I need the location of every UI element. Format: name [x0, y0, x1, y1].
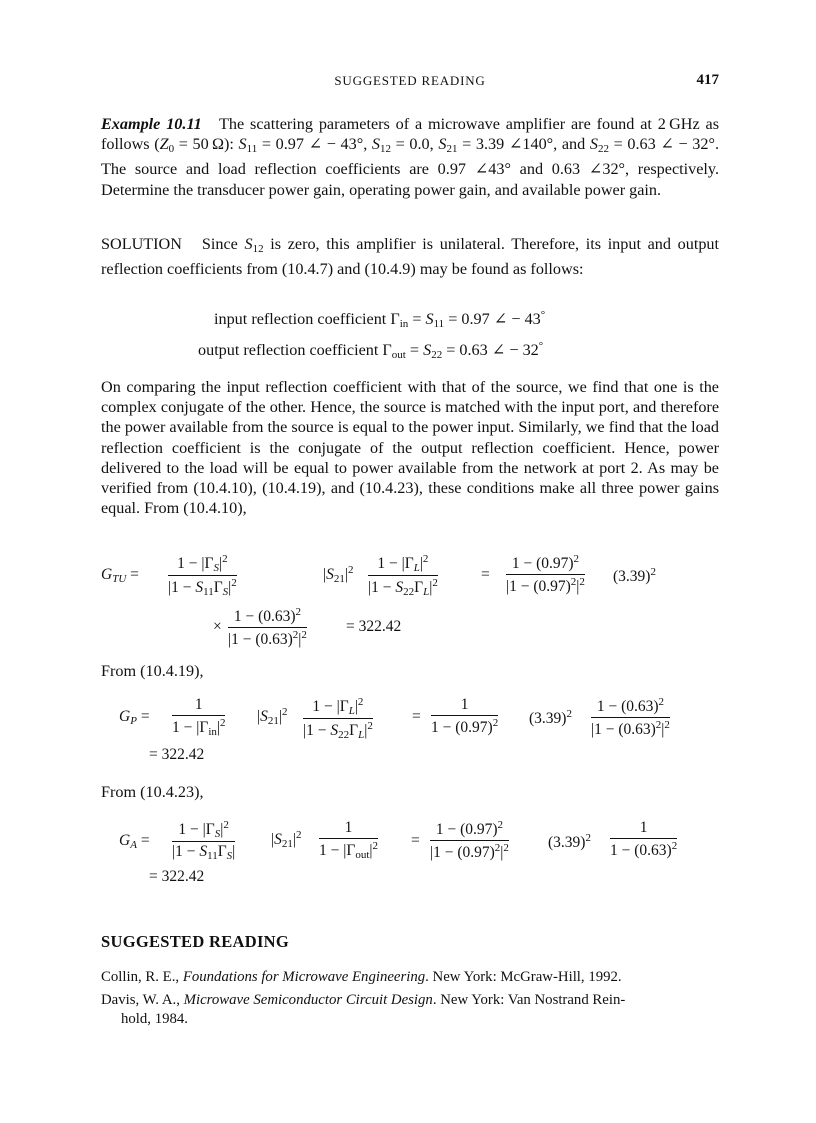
- gp-lhs: $G_P$ =: [119, 708, 150, 727]
- ga-frac-source-den: $|1 - S_{11}\Gamma_S|$: [172, 843, 236, 862]
- ga-frac-output-den: $1 - |\Gamma_{out}|^2$: [319, 840, 378, 861]
- ref-publisher: . New York: Van Nostrand Rein-: [432, 992, 626, 1008]
- example-paragraph: [101, 114, 719, 200]
- output-reflection-eq: output reflection coefficient $\Gamma_{out} = S_{22} = 0.63$ ∠ − 32°: [198, 340, 544, 361]
- example-label: Example 10.11: [101, 115, 202, 133]
- ref-publisher: . New York: McGraw-Hill, 1992.: [425, 969, 622, 985]
- from-10-4-23: From (10.4.23),: [101, 783, 204, 801]
- solution-block: [101, 234, 719, 279]
- ga-s21: $|S_{21}|^2$: [271, 829, 302, 850]
- gtu-frac-load-den: $|1 - S_{22}\Gamma_L|^2$: [368, 577, 438, 598]
- gp-frac-input: [172, 696, 225, 738]
- ref-continuation: hold, 1984.: [121, 1011, 188, 1027]
- example-text: The scattering parameters of a microwave amplifier are found at 2 GHz as follows ($Z_0 = 50$ Ω): $S_{11} = 0.97$ ∠ − 43°, $S_{12} = 0.0$, $S_{21} = 3.39$ ∠140°, and $S_{22} = 0.63$ ∠ − 32°. The source and load reflection coefficients are 0.97 ∠43° and 0.63 ∠32°, respectively. Determine the transducer power gain, operating power gain, and available power gain.: [101, 115, 719, 199]
- page-number: 417: [696, 72, 719, 88]
- gtu-frac-load: [368, 553, 438, 598]
- ga-frac-output-num: 1: [319, 819, 378, 839]
- gtu-frac-num-load: [228, 606, 307, 649]
- ref-author: Davis, W. A.,: [101, 992, 184, 1008]
- ref-author: Collin, R. E.,: [101, 969, 183, 985]
- ga-frac-num-source-num: $1 - (0.97)^2$: [430, 819, 509, 841]
- gp-frac-load-num: $1 - |\Gamma_L|^2$: [303, 696, 373, 719]
- gtu-frac-num-load-num: $1 - (0.63)^2$: [228, 606, 307, 628]
- ga-gain: $(3.39)^2$: [548, 832, 591, 851]
- solution-label: SOLUTION: [101, 235, 182, 253]
- gtu-times: ×: [213, 618, 222, 635]
- solution-text: Since $S_{12}$ is zero, this amplifier is unilateral. Therefore, its input and output reflection coefficients from (10.4.7) and (10.4.9) may be found as follows:: [101, 235, 720, 279]
- gp-gain: $(3.39)^2$: [529, 708, 572, 727]
- ref-title: Foundations for Microwave Engineering: [182, 969, 426, 985]
- input-reflection-eq: input reflection coefficient $\Gamma_{in} = S_{11} = 0.97$ ∠ − 43°: [214, 309, 546, 330]
- ga-frac-source: [172, 819, 235, 862]
- gtu-frac-source-den: $|1 - S_{11}\Gamma_S|^2$: [168, 577, 237, 598]
- gtu-frac-load-num: $1 - |\Gamma_L|^2$: [368, 553, 438, 576]
- running-title: SUGGESTED READING: [334, 73, 486, 88]
- gtu-frac-num-load-den: $|1 - (0.63)^2|^2$: [228, 629, 307, 648]
- gp-frac-input-num: 1: [172, 696, 225, 716]
- gtu-frac-num-source: [506, 553, 585, 596]
- ga-result: = 322.42: [149, 868, 205, 885]
- gtu-s21: $|S_{21}|^2$: [323, 564, 354, 585]
- suggested-reading-heading: SUGGESTED READING: [101, 932, 290, 951]
- reference-item: [101, 991, 719, 1029]
- gp-frac-num-load: [591, 696, 670, 739]
- ga-lhs: $G_A$ =: [119, 832, 150, 851]
- gp-s21: $|S_{21}|^2$: [257, 706, 288, 727]
- gtu-frac-source: [168, 553, 237, 598]
- example-block: [101, 114, 719, 200]
- ga-frac-num-source-den: $|1 - (0.97)^2|^2$: [430, 842, 509, 861]
- ga-frac-num-output-den: $1 - (0.63)^2$: [610, 840, 678, 859]
- gtu-frac-num-source-num: $1 - (0.97)^2$: [506, 553, 585, 575]
- reference-item: [101, 968, 719, 987]
- page-header: [101, 73, 719, 93]
- gp-result: = 322.42: [149, 746, 205, 763]
- ga-equals: =: [411, 832, 420, 849]
- gp-frac-num-input-num: 1: [431, 696, 498, 716]
- gp-frac-load: [303, 696, 373, 741]
- gp-frac-num-input: [431, 696, 498, 737]
- ga-frac-num-source: [430, 819, 509, 862]
- ga-frac-source-num: $1 - |\Gamma_S|^2$: [172, 819, 235, 842]
- gtu-gain: $(3.39)^2$: [613, 566, 656, 585]
- gtu-lhs: $G_{TU}$ =: [101, 566, 139, 585]
- gtu-frac-num-source-den: $|1 - (0.97)^2|^2$: [506, 576, 585, 595]
- ref-title: Microwave Semiconductor Circuit Design: [183, 992, 433, 1008]
- gp-equals: =: [412, 708, 421, 725]
- comparison-paragraph: On comparing the input reflection coefficient with that of the source, we find that one is the complex conjugate of the other. Hence, the source is matched with the input port, and therefore the power available from the source is equal to the power input. Similarly, we find that the load reflection coefficient is the conjugate of the output reflection coefficient. Hence, power delivered to the load will be equal to power available from the network at port 2. As may be verified from (10.4.10), (10.4.19), and (10.4.23), these conditions make all three power gains equal. From (10.4.10),: [101, 378, 719, 518]
- comparison-block: [101, 377, 719, 518]
- solution-paragraph: [101, 234, 719, 279]
- gtu-frac-source-num: $1 - |\Gamma_S|^2$: [168, 553, 237, 576]
- gp-frac-num-input-den: $1 - (0.97)^2$: [431, 717, 499, 736]
- gp-frac-num-load-num: $1 - (0.63)^2$: [591, 696, 670, 718]
- gp-frac-input-den: $1 - |\Gamma_{in}|^2$: [172, 717, 226, 738]
- gp-frac-load-den: $|1 - S_{22}\Gamma_L|^2$: [303, 720, 373, 741]
- gp-frac-num-load-den: $|1 - (0.63)^2|^2$: [591, 719, 670, 738]
- from-10-4-19: From (10.4.19),: [101, 662, 204, 680]
- ga-frac-output: [319, 819, 378, 861]
- gtu-result: = 322.42: [346, 618, 402, 635]
- ga-frac-num-output-num: 1: [610, 819, 677, 839]
- ga-frac-num-output: [610, 819, 677, 860]
- gtu-equals: =: [481, 566, 490, 583]
